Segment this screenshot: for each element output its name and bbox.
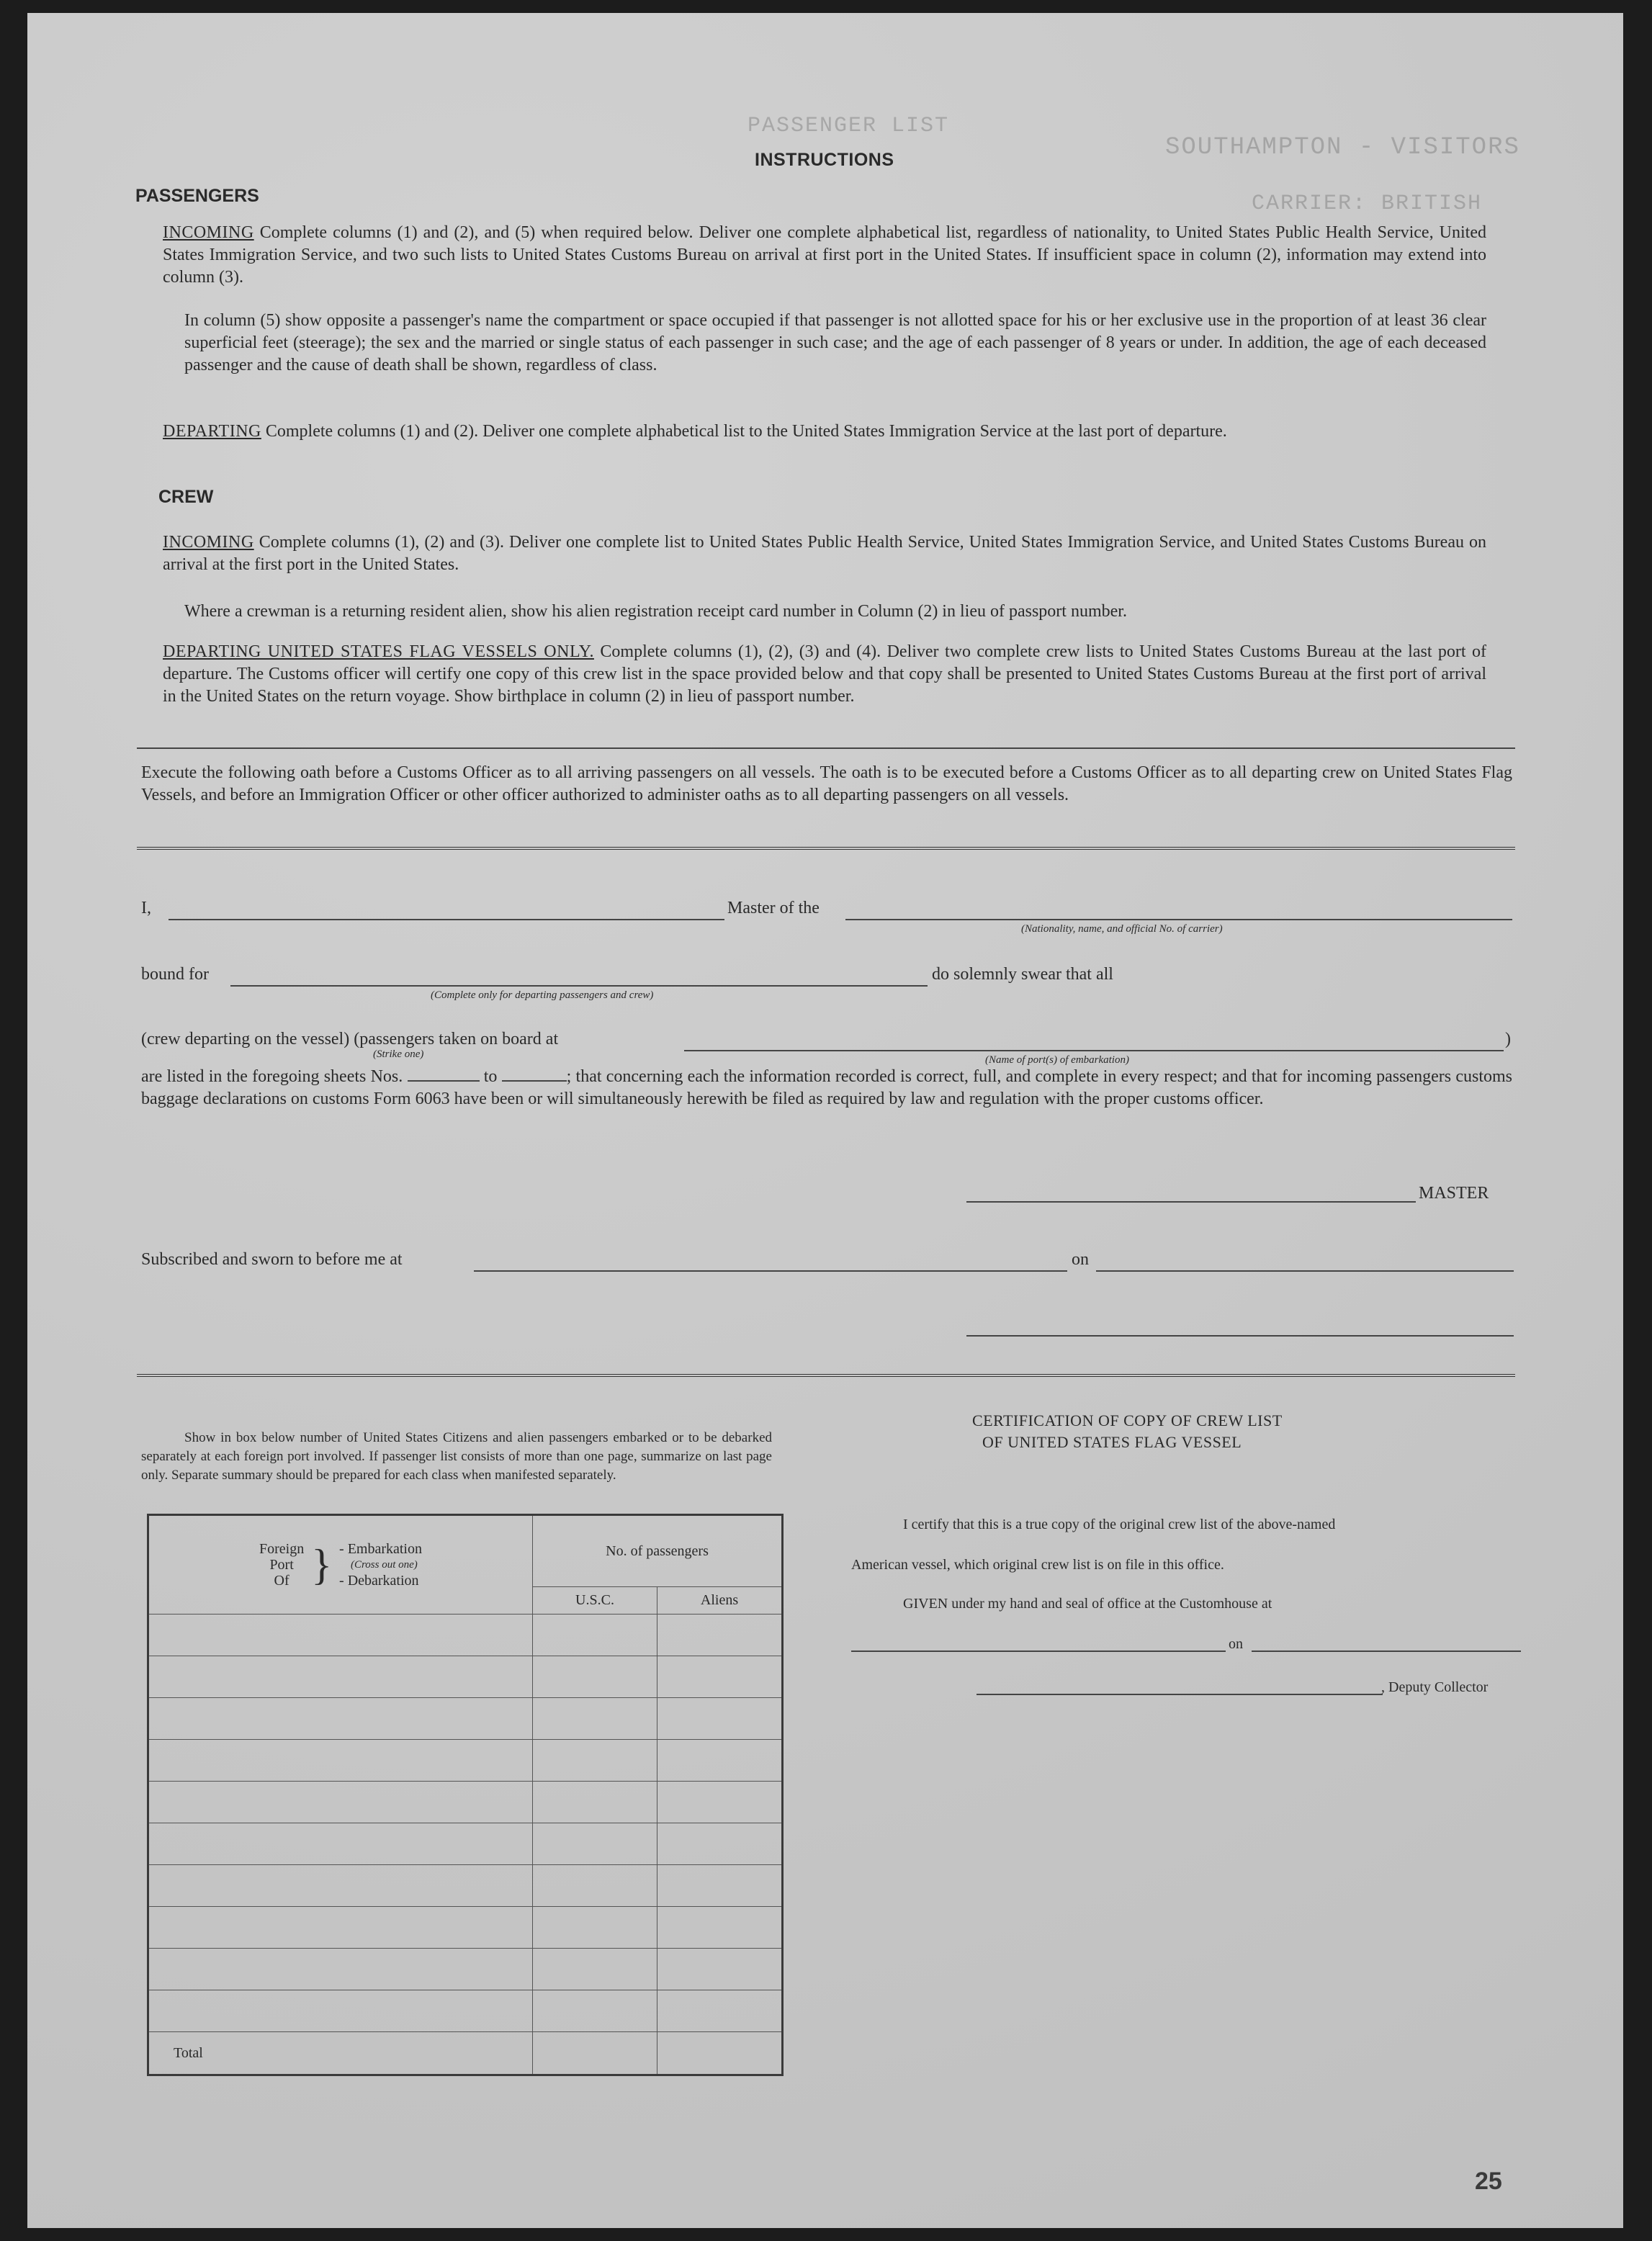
page-title: INSTRUCTIONS (755, 150, 894, 170)
total-label: Total (148, 2032, 533, 2075)
total-usc-cell[interactable] (533, 2032, 657, 2075)
port-cell[interactable] (148, 1823, 533, 1865)
usc-header: U.S.C. (533, 1587, 657, 1614)
bound-for-hint: (Complete only for departing passengers and crew) (431, 989, 654, 1001)
bound-for-label: bound for (141, 965, 209, 984)
table-row (148, 1740, 783, 1782)
foregoing-sheets-text: ; that concerning each the information recorded is correct, full, and complete in every respect; and that for incoming passengers customs baggage declarations on customs Form 6063 have been or will simultaneously herewith be filed as required by law and regulation with the proper customs officer. (141, 1067, 1513, 1108)
divider (137, 1374, 1515, 1380)
table-row (148, 1907, 783, 1949)
crew-incoming-instructions (163, 531, 1486, 576)
passengers-heading: PASSENGERS (135, 186, 259, 206)
usc-cell[interactable] (533, 1865, 657, 1907)
master-name-field[interactable] (169, 919, 724, 920)
aliens-cell[interactable] (657, 1865, 783, 1907)
port-label: Port (269, 1557, 294, 1573)
crew-resident-alien-note: Where a crewman is a returning resident alien, show his alien registration receipt card number in Column (2) in lieu of passport number. (184, 602, 1127, 621)
aliens-cell[interactable] (657, 1949, 783, 1990)
crew-departing-label: DEPARTING UNITED STATES FLAG VESSELS ONLY. (163, 642, 594, 661)
port-cell[interactable] (148, 1990, 533, 2032)
sheets-label: are listed in the foregoing sheets Nos. (141, 1067, 403, 1086)
table-row (148, 1656, 783, 1698)
crew-incoming-label: INCOMING (163, 533, 254, 552)
master-of-the-label: Master of the (727, 899, 820, 917)
port-cell[interactable] (148, 1949, 533, 1990)
usc-cell[interactable] (533, 1907, 657, 1949)
divider (137, 847, 1515, 853)
document-page (27, 13, 1623, 2228)
foregoing-sheets-statement (141, 1066, 1512, 1110)
given-under-hand: GIVEN under my hand and seal of office at the Customhouse at (903, 1596, 1272, 1612)
no-passengers-header: No. of passengers (533, 1515, 783, 1587)
carrier-field[interactable] (845, 919, 1512, 920)
oath-instructions: Execute the following oath before a Customs Officer as to all arriving passengers on all vessels. The oath is to be executed before a Customs Officer as to all departing crew on United States Flag Vessels, and before an Immigration Officer or other officer authorized to administer oaths as to all departing passengers on all vessels. (141, 763, 1512, 804)
crew-passengers-label: (crew departing on the vessel) (passengers taken on board at (141, 1030, 559, 1048)
usc-cell[interactable] (533, 1656, 657, 1698)
port-cell[interactable] (148, 1907, 533, 1949)
summary-instructions: Show in box below number of United States Citizens and alien passengers embarked or to be debarked separately at each foreign port involved. If passenger list consists of more than one page, summarize on last page only. Separate summary should be prepared for each class when manifested separately. (141, 1430, 772, 1483)
usc-cell[interactable] (533, 1698, 657, 1740)
crew-incoming-text: Complete columns (1), (2) and (3). Deliver one complete list to United States Public Health Service, United States Immigration Service, and United States Customs Bureau on arrival at the first port in the United States. (163, 533, 1486, 574)
embarkation-ports-field[interactable] (684, 1050, 1504, 1051)
total-aliens-cell[interactable] (657, 2032, 783, 2075)
crew-heading: CREW (158, 487, 214, 507)
bleed-through-header: SOUTHAMPTON - VISITORS (1165, 134, 1520, 161)
aliens-cell[interactable] (657, 1656, 783, 1698)
subscribed-label: Subscribed and sworn to before me at (141, 1250, 403, 1269)
passengers-incoming-instructions (163, 222, 1486, 289)
close-paren: ) (1505, 1030, 1511, 1048)
passengers-incoming-label: INCOMING (163, 223, 254, 242)
table-row (148, 1698, 783, 1740)
port-cell[interactable] (148, 1614, 533, 1656)
master-signature-field[interactable] (966, 1201, 1416, 1203)
sworn-date-field[interactable] (1096, 1270, 1514, 1272)
crew-departing-instructions (163, 641, 1486, 708)
port-cell[interactable] (148, 1698, 533, 1740)
table-row (148, 1782, 783, 1823)
swear-label: do solemnly swear that all (932, 965, 1113, 984)
aliens-cell[interactable] (657, 1990, 783, 2032)
bleed-through-carrier: CARRIER: BRITISH (1252, 192, 1483, 216)
foreign-label: Foreign (259, 1541, 305, 1557)
aliens-cell[interactable] (657, 1698, 783, 1740)
divider (137, 747, 1515, 749)
sworn-on-label: on (1072, 1250, 1089, 1269)
officer-signature-field[interactable] (966, 1335, 1514, 1337)
aliens-cell[interactable] (657, 1782, 783, 1823)
sheets-from-field[interactable] (408, 1067, 480, 1082)
port-header-cell (148, 1515, 533, 1614)
of-label: Of (274, 1573, 289, 1589)
passenger-summary-table (147, 1514, 784, 2076)
bleed-through-list-title: PASSENGER LIST (748, 114, 950, 138)
usc-cell[interactable] (533, 1740, 657, 1782)
deputy-collector-label: , Deputy Collector (1381, 1679, 1489, 1695)
certification-heading-1: CERTIFICATION OF COPY OF CREW LIST (972, 1411, 1283, 1429)
usc-cell[interactable] (533, 1990, 657, 2032)
aliens-header: Aliens (657, 1587, 783, 1614)
aliens-cell[interactable] (657, 1614, 783, 1656)
passengers-departing-instructions (163, 421, 1486, 443)
bound-for-field[interactable] (230, 985, 928, 987)
port-cell[interactable] (148, 1782, 533, 1823)
usc-cell[interactable] (533, 1949, 657, 1990)
cross-out-hint: (Cross out one) (351, 1559, 418, 1571)
table-row (148, 1823, 783, 1865)
foreign-port-of (259, 1541, 304, 1589)
sworn-place-field[interactable] (474, 1270, 1067, 1272)
strike-one-hint: (Strike one) (373, 1048, 424, 1060)
brace-icon: } (311, 1541, 333, 1589)
sheets-to-field[interactable] (502, 1067, 567, 1082)
embarkation-ports-hint: (Name of port(s) of embarkation) (985, 1054, 1129, 1066)
port-cell[interactable] (148, 1865, 533, 1907)
passengers-departing-label: DEPARTING (163, 422, 261, 441)
usc-cell[interactable] (533, 1782, 657, 1823)
table-row (148, 1949, 783, 1990)
port-cell[interactable] (148, 1656, 533, 1698)
oath-i-label: I, (141, 899, 151, 917)
certify-date-field[interactable] (1252, 1651, 1521, 1652)
sheets-to-label: to (483, 1067, 498, 1086)
debarkation-option[interactable]: - Debarkation (339, 1573, 419, 1589)
deputy-signature-field[interactable] (977, 1694, 1383, 1695)
table-row (148, 1990, 783, 2032)
column5-instructions: In column (5) show opposite a passenger's name the compartment or space occupied if that passenger is not allotted space for his or her exclusive use in the proportion of at least 36 clear superficial feet (steerage); the sex and the married or single status of each passenger in such case; and the age of each passenger of 8 years or under. In addition, the age of each deceased passenger and the cause of death shall be shown, regardless of class. (184, 311, 1486, 374)
passengers-departing-text: Complete columns (1) and (2). Deliver one complete alphabetical list to the United States Immigration Service at the last port of departure. (265, 422, 1227, 441)
table-row (148, 1614, 783, 1656)
aliens-cell[interactable] (657, 1740, 783, 1782)
port-cell[interactable] (148, 1740, 533, 1782)
certification-heading-2: OF UNITED STATES FLAG VESSEL (982, 1433, 1242, 1451)
certify-line-2: American vessel, which original crew list is on file in this office. (851, 1557, 1224, 1573)
aliens-cell[interactable] (657, 1823, 783, 1865)
customhouse-field[interactable] (851, 1651, 1226, 1652)
usc-cell[interactable] (533, 1614, 657, 1656)
master-signature-label: MASTER (1419, 1184, 1489, 1203)
page-mark: 25 (1475, 2168, 1502, 2195)
aliens-cell[interactable] (657, 1907, 783, 1949)
usc-cell[interactable] (533, 1823, 657, 1865)
carrier-hint: (Nationality, name, and official No. of carrier) (1021, 923, 1223, 935)
table-row (148, 1865, 783, 1907)
crew-departing-text: Complete columns (1), (2), (3) and (4). Deliver two complete crew lists to United States Customs Bureau at the last port of departure. The Customs officer will certify one copy of this crew list in the space provided below and that copy shall be presented to United States Customs Bureau at the first port of arrival in the United States on the return voyage. Show birthplace in column (2) in lieu of passport number. (163, 642, 1487, 706)
embarkation-option[interactable]: - Embarkation (339, 1541, 422, 1557)
certify-on-label: on (1229, 1636, 1243, 1652)
passengers-incoming-text: Complete columns (1) and (2), and (5) when required below. Deliver one complete alphabetical list, regardless of nationality, to United States Public Health Service, United States Immigration Service, and two such lists to United States Customs Bureau on arrival at first port in the United States. If insufficient space in column (2), information may extend into column (3). (163, 223, 1486, 287)
certify-line-1: I certify that this is a true copy of the original crew list of the above-named (903, 1517, 1336, 1532)
